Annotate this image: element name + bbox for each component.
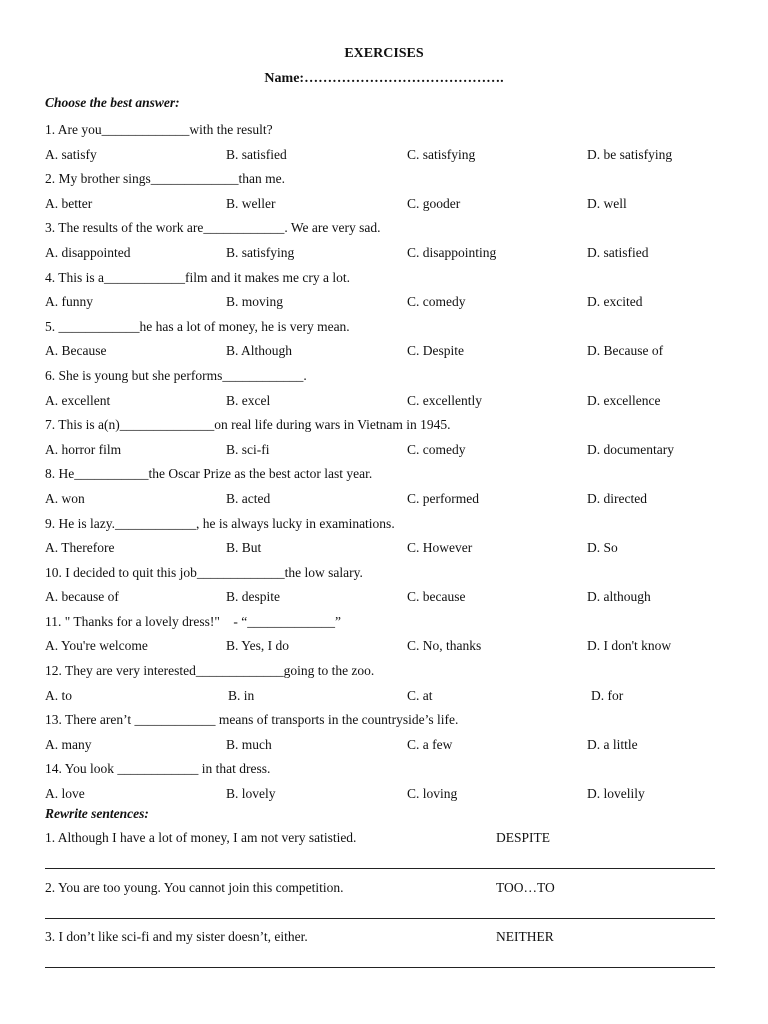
rewrite-keyword-1: DESPITE — [496, 830, 550, 845]
option-1-c: C. satisfying — [407, 146, 476, 162]
question-2: 2. My brother sings_____________than me. — [45, 171, 285, 187]
option-13-b: B. much — [226, 736, 272, 752]
option-6-a: A. excellent — [45, 392, 111, 408]
option-12-a: A. to — [45, 687, 72, 703]
options-row-3 — [45, 241, 735, 266]
name-line: Name:……………………………………. — [264, 71, 504, 86]
rewrite-sentence-2: 2. You are too young. You cannot join this competition. — [45, 879, 344, 895]
option-11-a: A. You're welcome — [45, 638, 148, 654]
options-row-5 — [45, 339, 735, 364]
question-8: 8. He___________the Oscar Prize as the best actor last year. — [45, 466, 373, 482]
options-row-1 — [45, 143, 735, 168]
question-12: 12. They are very interested_____________going to the zoo. — [45, 663, 375, 679]
rewrite-sentence-1: 1. Although I have a lot of money, I am not very satistied. — [45, 830, 357, 845]
option-6-c: C. excellently — [407, 392, 482, 408]
section-heading-choose: Choose the best answer: — [45, 95, 180, 110]
option-5-b: B. Although — [226, 343, 293, 359]
options-row-9 — [45, 536, 735, 561]
option-4-c: C. comedy — [407, 294, 466, 310]
question-4: 4. This is a____________film and it makes me cry a lot. — [45, 269, 350, 285]
worksheet-title: EXERCISES — [344, 46, 424, 61]
option-6-b: B. excel — [226, 392, 271, 408]
option-3-b: B. satisfying — [226, 244, 295, 260]
question-1: 1. Are you_____________with the result? — [45, 122, 273, 137]
option-9-c: C. However — [407, 540, 473, 556]
answer-line-1 — [45, 868, 715, 869]
question-list — [45, 118, 735, 807]
options-row-7 — [45, 438, 735, 463]
option-13-d: D. a little — [587, 736, 638, 752]
answer-line-2 — [45, 918, 715, 919]
options-row-12 — [45, 684, 735, 709]
option-5-a: A. Because — [45, 343, 107, 359]
option-10-c: C. because — [407, 589, 466, 605]
option-2-b: B. weller — [226, 195, 276, 211]
option-5-c: C. Despite — [407, 343, 464, 359]
option-2-c: C. gooder — [407, 195, 461, 211]
options-row-4 — [45, 290, 735, 315]
rewrite-item-2 — [45, 878, 725, 928]
option-12-d: D. for — [591, 687, 624, 703]
option-6-d: D. excellence — [587, 392, 661, 408]
options-row-8 — [45, 487, 735, 512]
option-2-d: D. well — [587, 195, 627, 211]
option-11-c: C. No, thanks — [407, 638, 482, 654]
option-8-a: A. won — [45, 490, 85, 506]
option-5-d: D. Because of — [587, 343, 664, 359]
question-10: 10. I decided to quit this job_____________the low salary. — [45, 564, 363, 580]
option-13-c: C. a few — [407, 736, 453, 752]
option-4-d: D. excited — [587, 294, 643, 310]
option-8-d: D. directed — [587, 490, 647, 506]
options-row-14 — [45, 782, 735, 807]
option-8-b: B. acted — [226, 490, 271, 506]
option-1-b: B. satisfied — [226, 146, 287, 162]
option-3-c: C. disappointing — [407, 244, 497, 260]
option-14-d: D. lovelily — [587, 786, 645, 802]
section-heading-rewrite: Rewrite sentences: — [45, 806, 149, 821]
question-5: 5. ____________he has a lot of money, he is very mean. — [45, 318, 350, 334]
option-1-d: D. be satisfying — [587, 146, 673, 162]
rewrite-item-3 — [45, 927, 725, 977]
rewrite-keyword-2: TOO…TO — [496, 879, 555, 895]
rewrite-sentence-3: 3. I don’t like sci-fi and my sister doesn’t, either. — [45, 929, 308, 944]
question-9: 9. He is lazy.____________, he is always lucky in examinations. — [45, 515, 395, 531]
option-2-a: A. better — [45, 195, 93, 211]
option-4-b: B. moving — [226, 294, 284, 310]
option-14-b: B. lovely — [226, 786, 276, 802]
question-14: 14. You look ____________ in that dress. — [45, 761, 271, 777]
options-row-13 — [45, 733, 735, 758]
option-12-b: B. in — [228, 687, 255, 703]
option-9-d: D. So — [587, 540, 618, 556]
rewrite-keyword-3: NEITHER — [496, 929, 554, 944]
question-11: 11. " Thanks for a lovely dress!" - “_____________” — [45, 613, 341, 629]
question-13: 13. There aren’t ____________ means of transports in the countryside’s life. — [45, 712, 459, 728]
option-10-b: B. despite — [226, 589, 280, 605]
option-3-d: D. satisfied — [587, 244, 649, 260]
options-row-2 — [45, 192, 735, 217]
option-3-a: A. disappointed — [45, 244, 131, 260]
option-11-d: D. I don't know — [587, 638, 672, 654]
option-7-a: A. horror film — [45, 441, 122, 457]
option-7-d: D. documentary — [587, 441, 674, 457]
option-13-a: A. many — [45, 736, 92, 752]
options-row-11 — [45, 634, 735, 659]
option-11-b: B. Yes, I do — [226, 638, 290, 654]
rewrite-list — [45, 828, 725, 977]
option-7-c: C. comedy — [407, 441, 466, 457]
option-10-d: D. although — [587, 589, 651, 605]
option-4-a: A. funny — [45, 294, 93, 310]
option-1-a: A. satisfy — [45, 146, 97, 162]
answer-line-3 — [45, 967, 715, 968]
rewrite-item-1 — [45, 828, 725, 878]
options-row-10 — [45, 585, 735, 610]
option-10-a: A. because of — [45, 589, 119, 605]
options-row-6 — [45, 389, 735, 414]
option-9-a: A. Therefore — [45, 540, 115, 556]
question-6: 6. She is young but she performs____________. — [45, 367, 307, 383]
question-3: 3. The results of the work are____________. We are very sad. — [45, 220, 381, 236]
option-14-a: A. love — [45, 786, 85, 802]
option-12-c: C. at — [407, 687, 433, 703]
option-9-b: B. But — [226, 540, 262, 556]
option-7-b: B. sci-fi — [226, 441, 270, 457]
option-14-c: C. loving — [407, 786, 458, 802]
option-8-c: C. performed — [407, 490, 479, 506]
question-7: 7. This is a(n)______________on real life during wars in Vietnam in 1945. — [45, 417, 451, 433]
